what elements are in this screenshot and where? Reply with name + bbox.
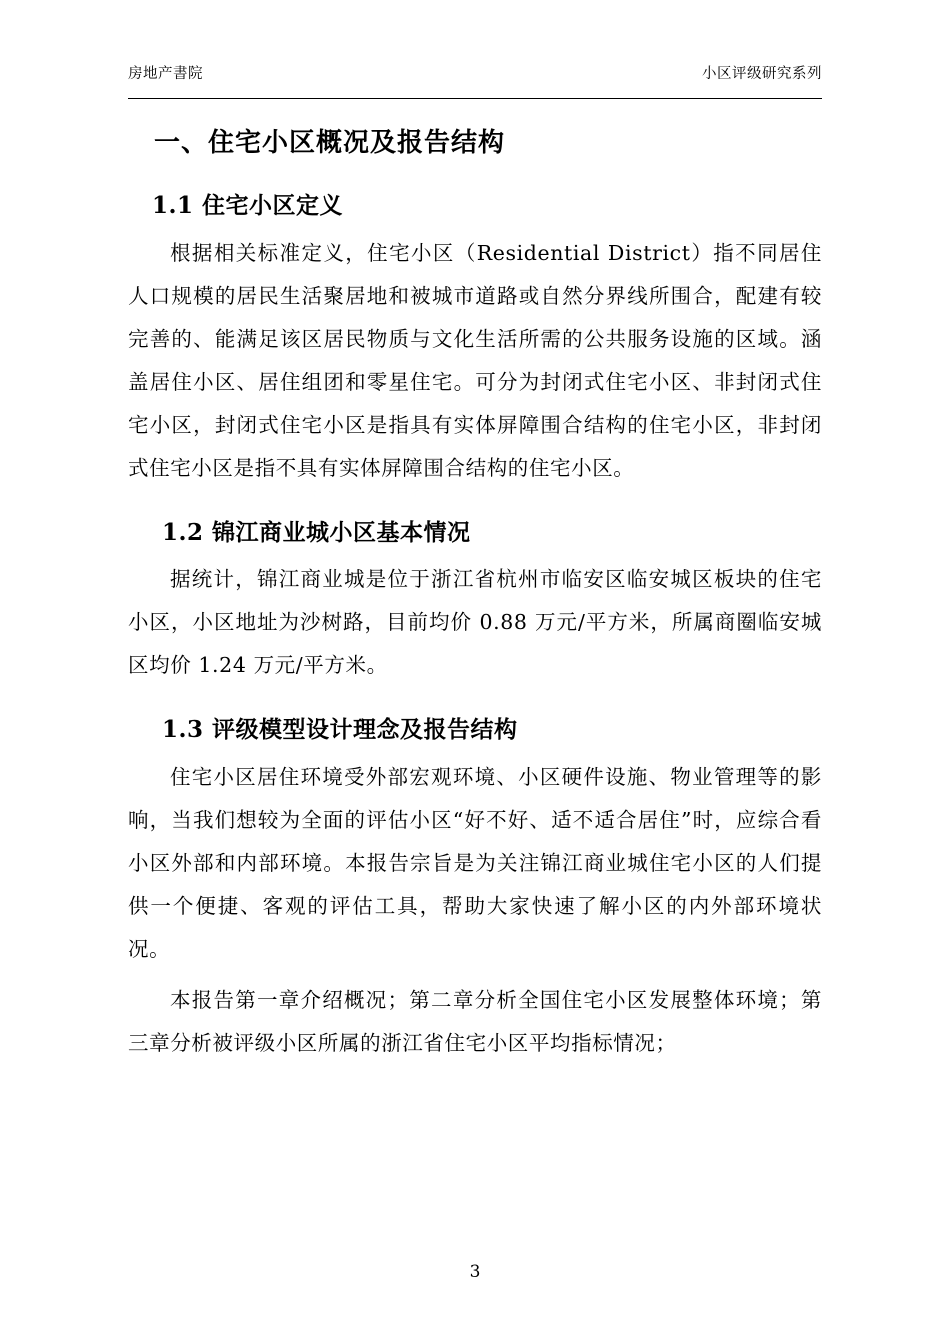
section-heading-1-3: 1.3 评级模型设计理念及报告结构 [162, 716, 518, 743]
section-heading-1-2: 1.2 锦江商业城小区基本情况 [162, 518, 471, 546]
section-heading-1-1: 1.1 住宅小区定义 [152, 192, 344, 219]
paragraph-1-3-1: 住宅小区居住环境受外部宏观环境、小区硬件设施、物业管理等的影响，当我们想较为全面的评估小区“好不好、适不适合居住”时，应综合看小区外部和内部环境。本报告宗旨是为关注锦江商业城住宅小区的人们提供一个便捷、客观的评估工具，帮助大家快速了解小区的内外部环境状况。 [128, 764, 822, 961]
chapter-title: 一、住宅小区概况及报告结构 [154, 128, 506, 158]
paragraph-1-2-1: 据统计，锦江商业城是位于浙江省杭州市临安区临安城区板块的住宅小区，小区地址为沙树路，目前均价 0.88 万元/平方米，所属商圈临安城区均价 1.24 万元/平方米。 [128, 567, 822, 677]
paragraph-1-1-1: 根据相关标准定义，住宅小区（Residential District）指不同居住人口规模的居民生活聚居地和被城市道路或自然分界线所围合，配建有较完善的、能满足该区居民物质与文化生活所需的公共服务设施的区域。涵盖居住小区、居住组团和零星住宅。可分为封闭式住宅小区、非封闭式住宅小区，封闭式住宅小区是指具有实体屏障围合结构的住宅小区，非封闭式住宅小区是指不具有实体屏障围合结构的住宅小区。 [128, 240, 822, 480]
header-left-text: 房地产書院 [128, 66, 203, 82]
page-header [128, 62, 822, 99]
page-content [128, 110, 822, 1065]
paragraph-1-3-2: 本报告第一章介绍概况；第二章分析全国住宅小区发展整体环境；第三章分析被评级小区所属的浙江省住宅小区平均指标情况； [128, 987, 822, 1055]
header-right-text: 小区评级研究系列 [702, 66, 822, 82]
page-number: 3 [469, 1262, 481, 1282]
